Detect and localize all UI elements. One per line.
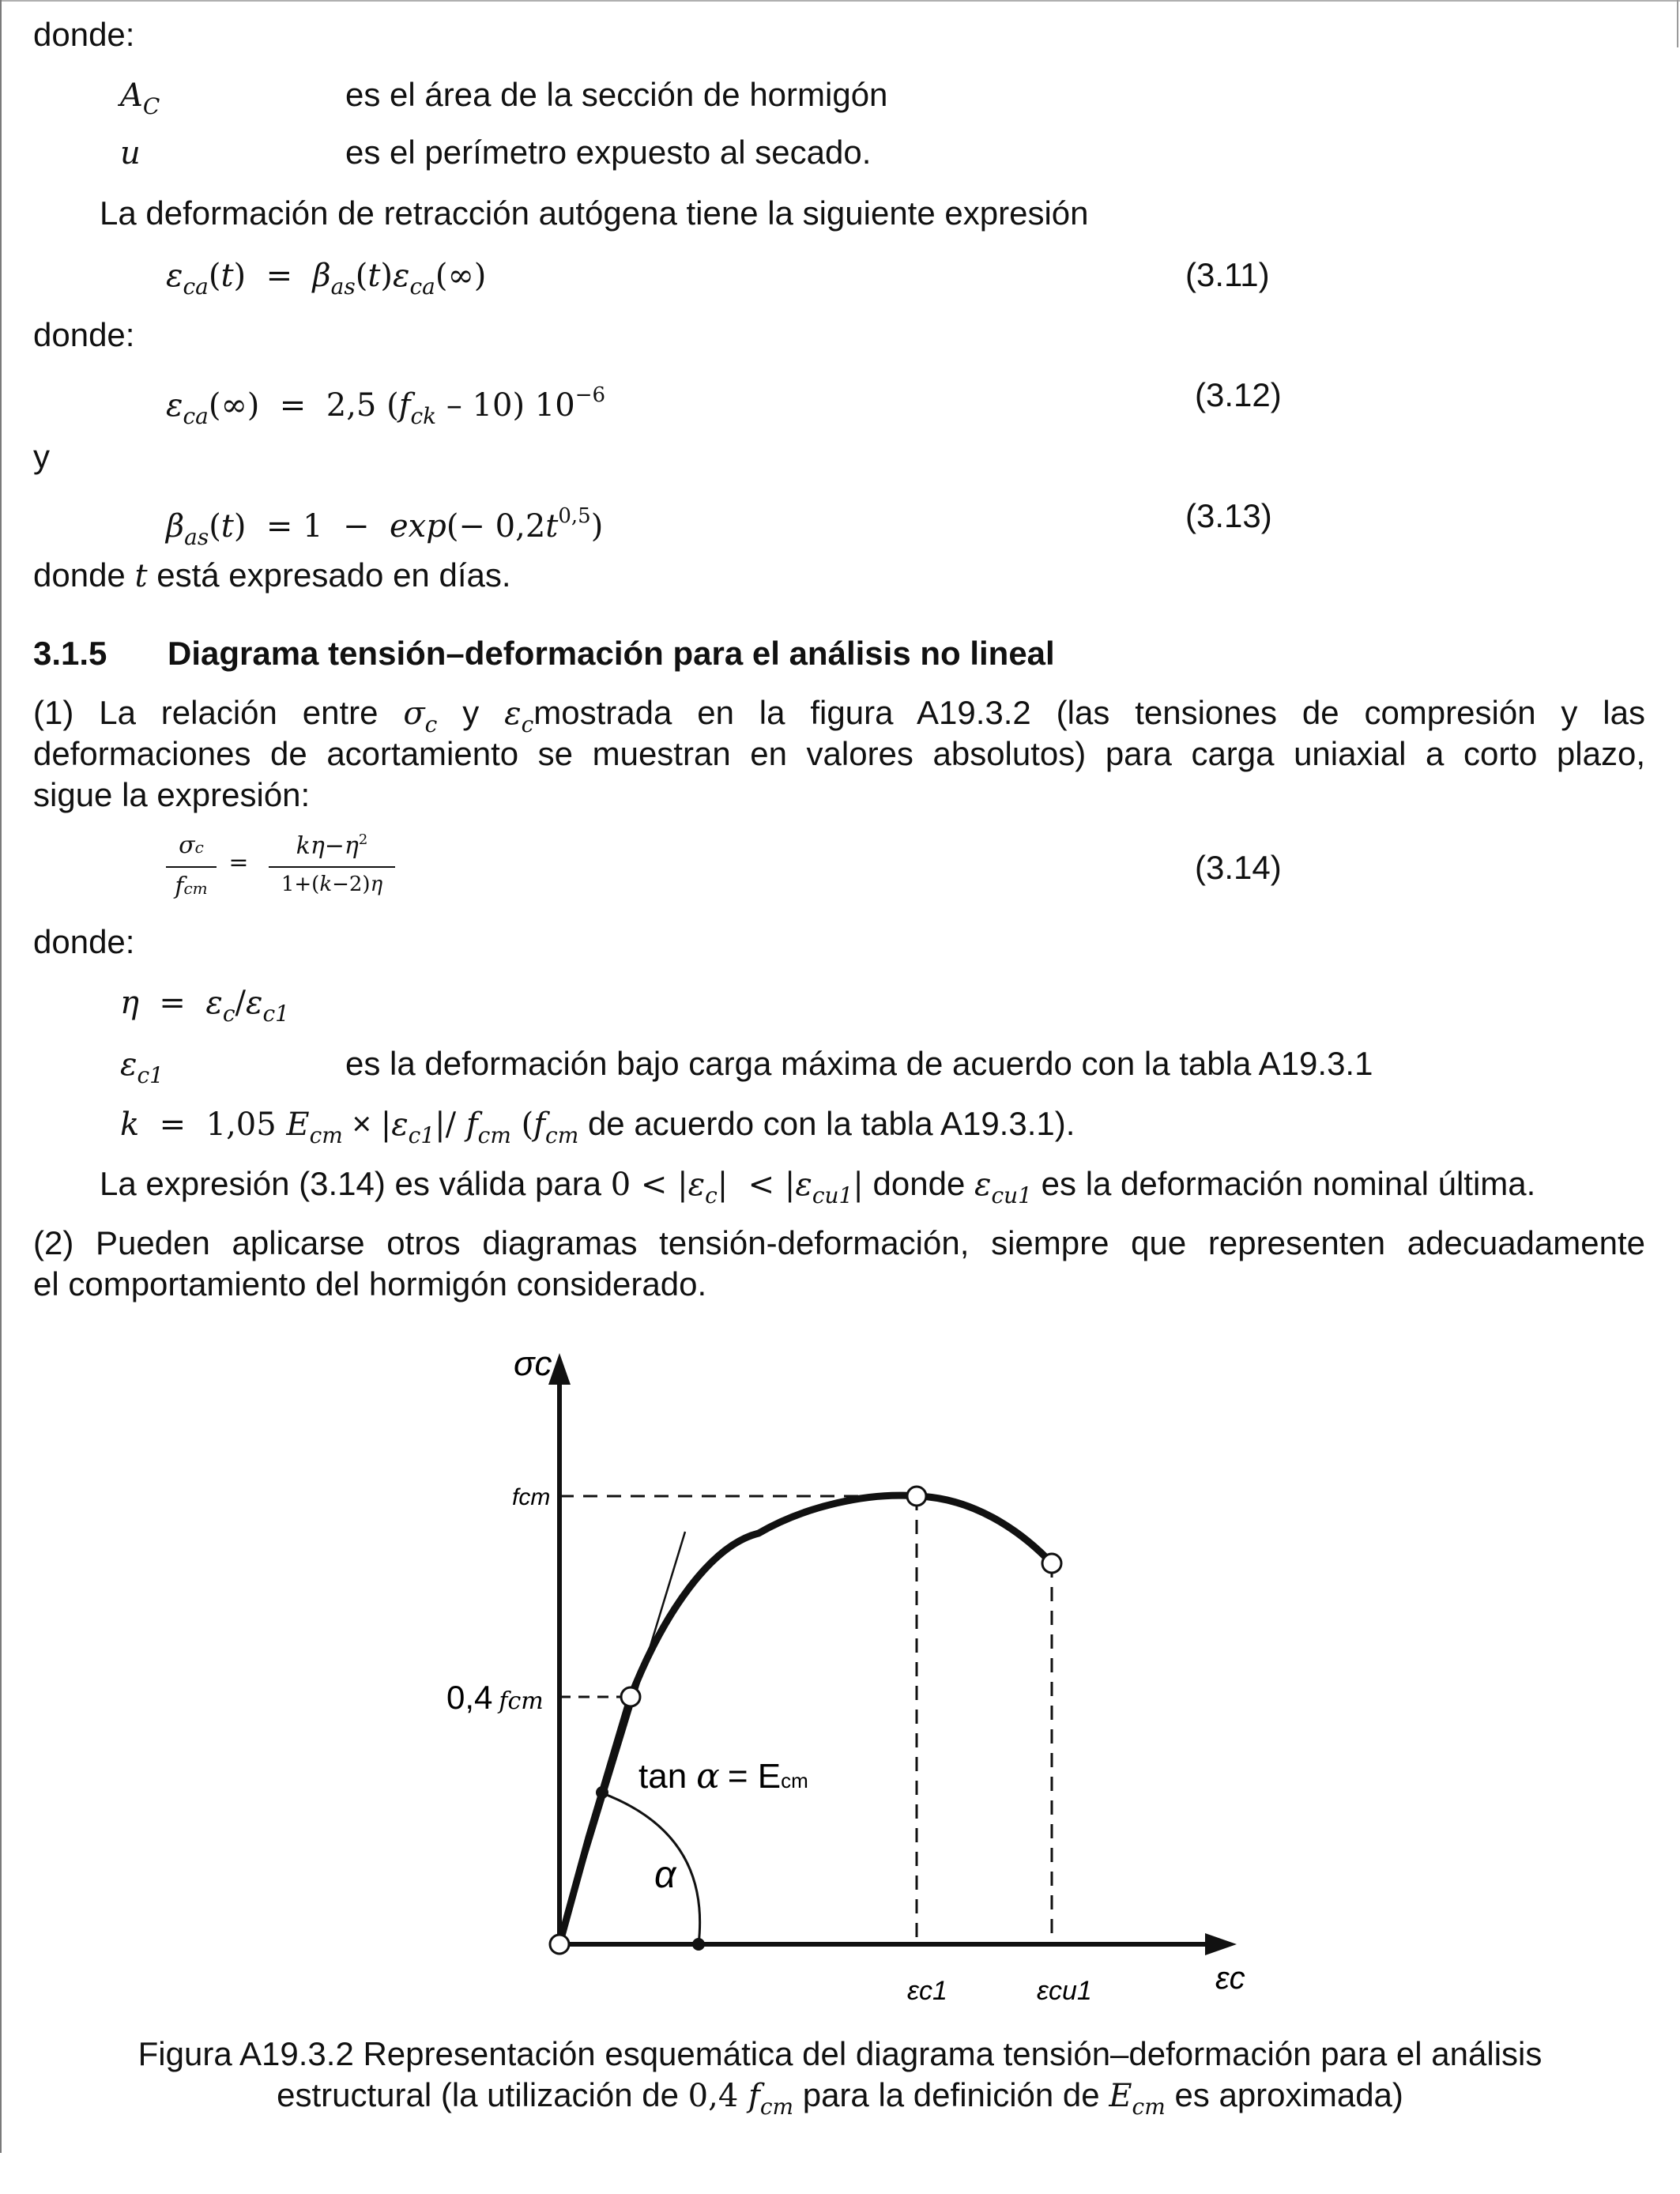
- figure-caption-line1: Figura A19.3.2 Representación esquemática del diagrama tensión–deformación para el análisis: [137, 2035, 1543, 2072]
- para2-line1: (2) Pueden aplicarse otros diagramas tensión-deformación, siempre que representen adecuadamente: [33, 1224, 1645, 1261]
- origin-point: [550, 1935, 569, 1954]
- p04-label: 0,4 fcm: [446, 1679, 544, 1716]
- para1-line3: sigue la expresión:: [33, 776, 311, 813]
- def-k: k = 1,05 $E_{cm} \times |\varepsilon_{c1}|/$ $f_{cm}$ ($f_{cm}$ de acuerdo con la tabla A19.3.1).: [120, 1105, 1075, 1148]
- def-ac-text: es el área de la sección de hormigón: [345, 76, 888, 113]
- alpha-arc: [601, 1793, 700, 1944]
- y-axis-label: σc: [514, 1344, 552, 1383]
- para1-line1: (1) La relación entre $\sigma_c$ y $\varepsilon_cmostrada$ en la figura A19.3.2 (las tensiones de compresión y las: [33, 694, 1645, 737]
- arc-end-dot: [692, 1938, 705, 1951]
- y-conjunction: y: [33, 438, 50, 475]
- eq-number-3-13: (3.13): [1185, 497, 1272, 534]
- eq-number-3-12: (3.12): [1195, 376, 1282, 413]
- eq-number-3-14: (3.14): [1195, 849, 1282, 886]
- arc-start-dot: [596, 1786, 608, 1799]
- def-ec1-text: es la deformación bajo carga máxima de acuerdo con la tabla A19.3.1: [345, 1045, 1373, 1082]
- donde-label-2: donde:: [33, 316, 135, 353]
- def-ac-symbol: $A_C$: [120, 77, 160, 119]
- figure-caption-line2: estructural (la utilización de 0,4 $f_{cm}$ para la definición de $E_{cm}$ es aproximada): [277, 2076, 1403, 2120]
- validity-line: La expresión (3.14) es válida para $0 < |\varepsilon_c| < |\varepsilon_{cu1}|$ donde $\varepsilon_{cu1}$ es la deformación nominal última.: [100, 1165, 1536, 1208]
- equation-3-11: $\varepsilon_{ca}(t) = \beta_{as}(t)\varepsilon_{ca}(\infty)$: [166, 258, 487, 300]
- donde-t-days: donde t está expresado en días.: [33, 556, 511, 594]
- donde-label-1: donde:: [33, 16, 135, 53]
- equation-3-12: $\varepsilon_{ca}(\infty) = 2,5$ $(f_{ck} - 10)$ $10^{-6}$: [166, 383, 606, 429]
- alpha-label: α: [654, 1854, 676, 1896]
- def-u-text: es el perímetro expuesto al secado.: [345, 134, 872, 171]
- donde-label-3: donde:: [33, 923, 135, 960]
- section-number: 3.1.5: [33, 635, 107, 672]
- autogena-intro: La deformación de retracción autógena tiene la siguiente expresión: [100, 194, 1089, 232]
- x-axis-label: εc: [1215, 1961, 1245, 1996]
- stress-strain-curve: [559, 1495, 1052, 1944]
- x-axis-arrow: [1205, 1933, 1237, 1955]
- equation-3-13: $\beta_{as}(t) = 1 - \exp(- 0,2t^{0,5})$: [166, 504, 604, 550]
- section-title: Diagrama tensión–deformación para el análisis no lineal: [168, 635, 1055, 672]
- p04-point: [621, 1687, 640, 1706]
- tan-alpha-label: tan α = Ecm: [638, 1756, 808, 1796]
- para1-line2: deformaciones de acortamiento se muestran en valores absolutos) para carga uniaxial a corto plazo,: [33, 735, 1645, 772]
- def-u-symbol: u: [120, 135, 141, 172]
- ecu1-label: εcu1: [1037, 1976, 1092, 2006]
- eq-number-3-11: (3.11): [1185, 256, 1270, 293]
- peak-point: [907, 1487, 926, 1506]
- fcm-label: fcm: [512, 1484, 551, 1510]
- ec1-label: εc1: [907, 1976, 947, 2006]
- ultimate-point: [1042, 1554, 1061, 1573]
- para2-line2: el comportamiento del hormigón considerado.: [33, 1265, 707, 1302]
- def-eta: $\eta = \varepsilon_c/\varepsilon_{c1}$: [120, 985, 289, 1027]
- def-ec1-symbol: $\varepsilon_{c1}$: [120, 1046, 164, 1088]
